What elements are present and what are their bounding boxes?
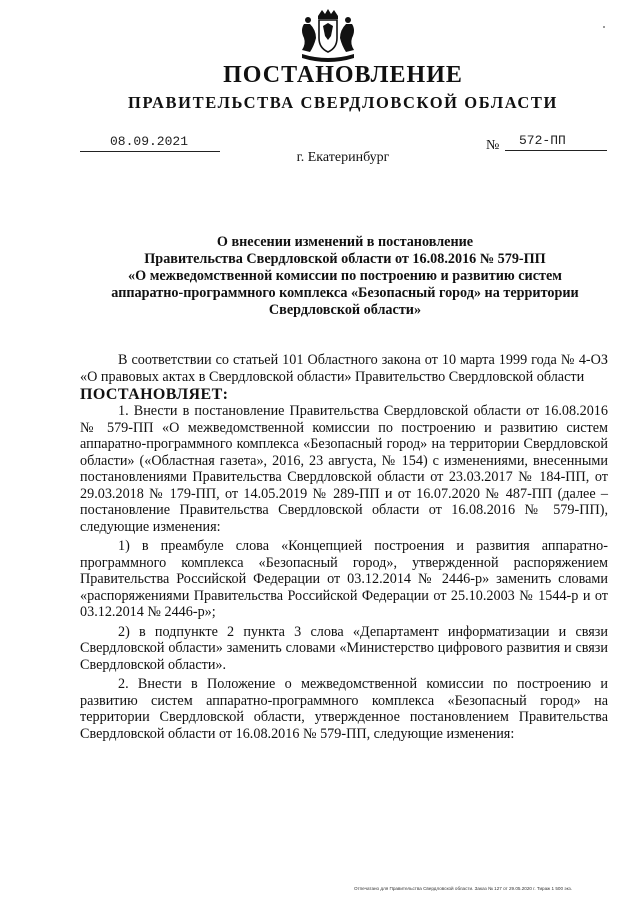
- document-city: г. Екатеринбург: [296, 150, 390, 165]
- title-line: Правительства Свердловской области от 16.08.2016 № 579-ПП: [144, 251, 546, 267]
- title-line: Свердловской области»: [268, 302, 422, 318]
- document-number-label: №: [486, 138, 500, 153]
- scan-speck: [603, 26, 605, 28]
- decree-word: ПОСТАНОВЛЯЕТ:: [80, 386, 229, 403]
- paragraph-1: 1. Внести в постановление Правительства Свердловской области от 16.08.2016 № 579-ПП «О межведомственной комиссии по построению и развитию систем аппаратно-программного комплекса «Безопасный город» на территории Свердловской области» («Областная газета», 2016, 23 августа, № 154) с изменениями, внесенными постановлениями Правительства Свердловской области от 23.03.2017 № 184-ПП, от 29.03.2018 № 179-ПП, от 14.05.2019 № 289-ПП и от 16.07.2020 № 487-ПП (далее – постановление Правительства Свердловской области от 16.08.2016 № 579-ПП), следующие изменения:: [80, 403, 608, 535]
- print-footer: Отпечатано для Правительства Свердловской области. Заказ № 127 от 29.05.2020 г. Тираж 1 500 экз.: [354, 886, 573, 891]
- document-type-heading: ПОСТАНОВЛЕНИЕ: [223, 62, 463, 88]
- document-title: [90, 234, 600, 319]
- document-number: 572-ПП: [505, 133, 607, 151]
- paragraph-1-1: 1) в преамбуле слова «Концепцией построения и развития аппаратно-программного комплекса «Безопасный город», утвержденной распоряжением Правительства Российской Федерации от 03.12.2014 № 2446-р» заменить словами «распоряжениями Правительства Российской Федерации от 25.10.2003 № 1544-р и от 03.12.2014 № 2446-р»;: [80, 538, 608, 620]
- document-body: [80, 352, 608, 742]
- paragraph-1-2: 2) в подпункте 2 пункта 3 слова «Департамент информатизации и связи Свердловской области» заменить словами «Министерство цифрового развития и связи Свердловской области».: [80, 623, 608, 673]
- document-date: 08.09.2021: [80, 134, 220, 152]
- paragraph-2: 2. Внести в Положение о межведомственной комиссии по построению и развитию систем аппаратно-программного комплекса «Безопасный город» на территории Свердловской области, утвержденное постановлением Правительства Свердловской области от 16.08.2016 № 579-ПП, следующие изменения:: [80, 676, 608, 742]
- preamble-paragraph: В соответствии со статьей 101 Областного закона от 10 марта 1999 года № 4-ОЗ «О правовых актах в Свердловской области» Правительство Свердловской области: [80, 352, 608, 385]
- coat-of-arms-icon: [296, 8, 360, 66]
- title-line: аппаратно-программного комплекса «Безопасный город» на территории: [111, 285, 579, 301]
- issuing-authority-heading: ПРАВИТЕЛЬСТВА СВЕРДЛОВСКОЙ ОБЛАСТИ: [128, 93, 558, 112]
- title-line: «О межведомственной комиссии по построению и развитию систем: [128, 268, 562, 284]
- title-line: О внесении изменений в постановление: [216, 234, 474, 250]
